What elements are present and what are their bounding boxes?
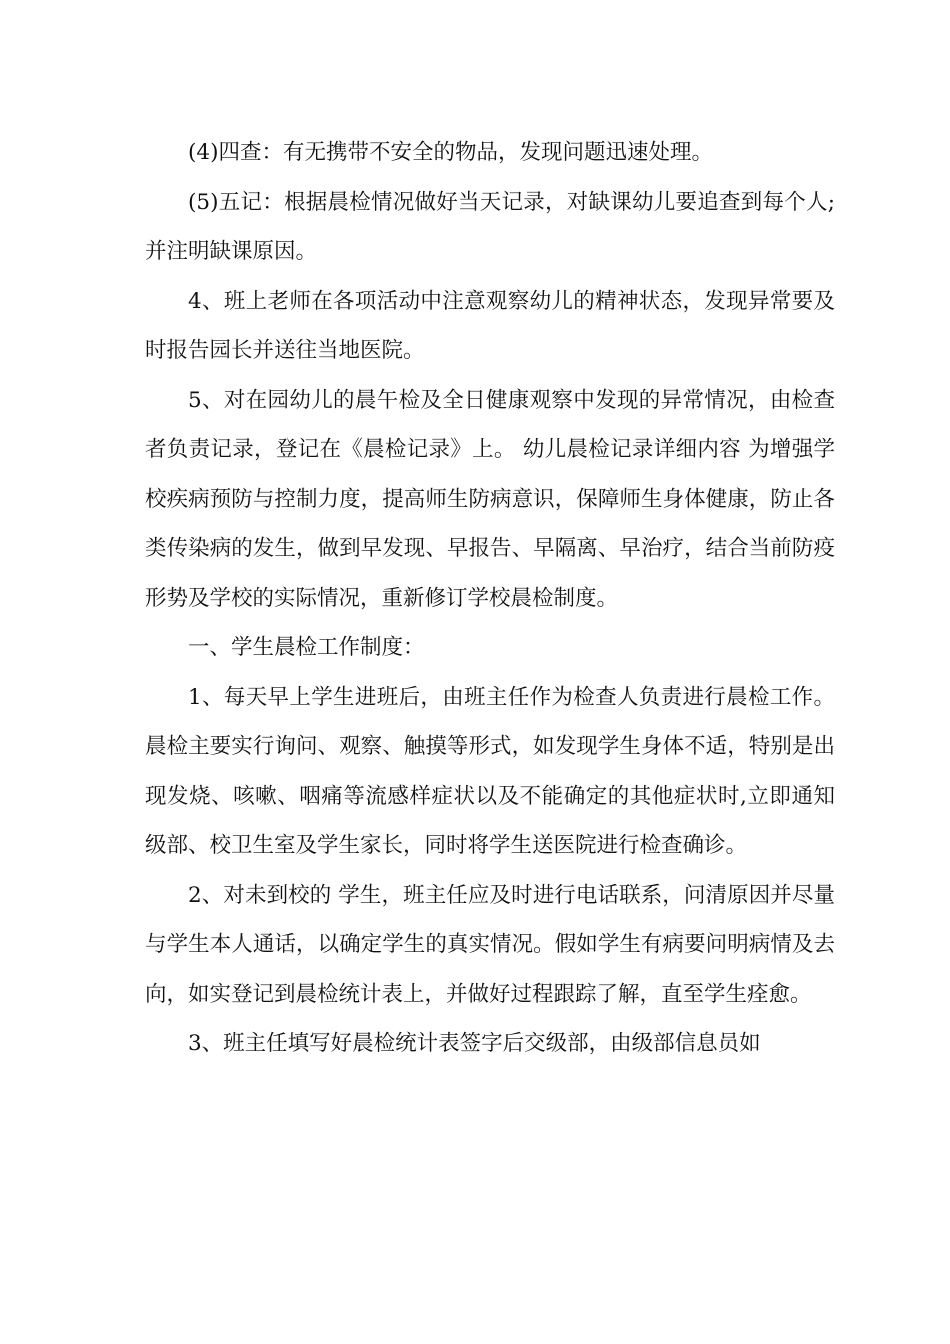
paragraph-section-4: 4、班上老师在各项活动中注意观察幼儿的精神状态，发现异常要及时报告园长并送往当地医院。 bbox=[145, 288, 835, 363]
document-body bbox=[145, 128, 835, 1069]
paragraph-item-4-check: (4)四查：有无携带不安全的物品，发现问题迅速处理。 bbox=[188, 140, 713, 165]
heading-student-morning-check: 一、学生晨检工作制度： bbox=[188, 635, 425, 660]
paragraph-rule-3: 3、班主任填写好晨检统计表签字后交级部，由级部信息员如 bbox=[188, 1031, 761, 1056]
paragraph-item-5-record: (5)五记：根据晨检情况做好当天记录，对缺课幼儿要追查到每个人;并注明缺课原因。 bbox=[145, 189, 835, 264]
paragraph-rule-1: 1、每天早上学生进班后，由班主任作为检查人负责进行晨检工作。晨检主要实行询问、观察、触摸等形式，如发现学生身体不适，特别是出现发烧、咳嗽、咽痛等流感样症状以及不能确定的其他症状时,立即通知级部、校卫生室及学生家长，同时将学生送医院进行检查确诊。 bbox=[145, 684, 835, 858]
paragraph-rule-2: 2、对未到校的 学生，班主任应及时进行电话联系，问清原因并尽量与学生本人通话，以确定学生的真实情况。假如学生有病要问明病情及去向，如实登记到晨检统计表上，并做好过程跟踪了解，直至学生痊愈。 bbox=[145, 882, 835, 1007]
paragraph-section-5: 5、对在园幼儿的晨午检及全日健康观察中发现的异常情况，由检查者负责记录，登记在《晨检记录》上。 幼儿晨检记录详细内容 为增强学校疾病预防与控制力度，提高师生防病意识，保障师生身体健康，防止各类传染病的发生，做到早发现、早报告、早隔离、早治疗，结合当前防疫形势及学校的实际情况，重新修订学校晨检制度。 bbox=[145, 387, 835, 611]
